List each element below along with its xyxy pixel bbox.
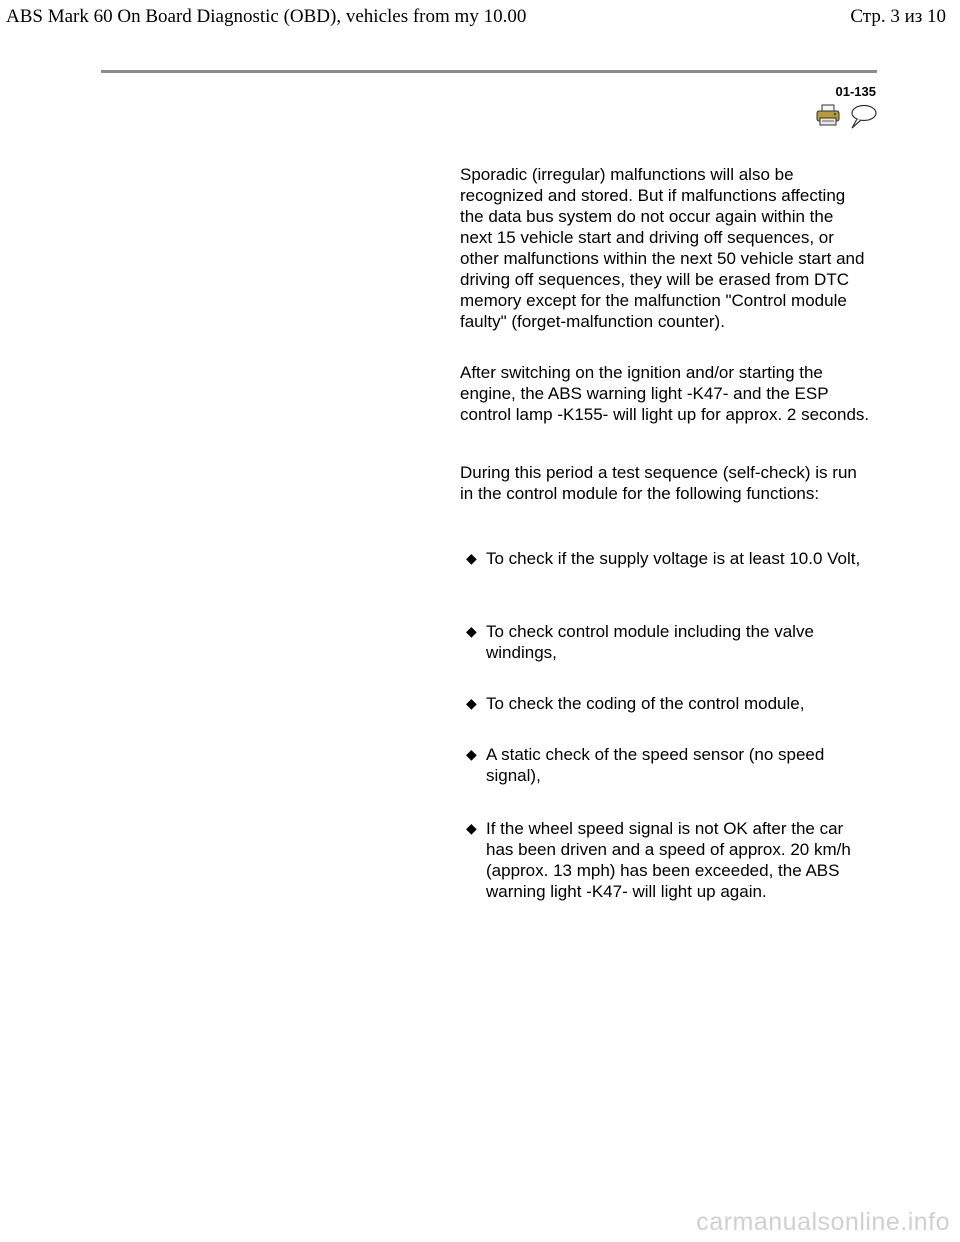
header-title: ABS Mark 60 On Board Diagnostic (OBD), vehicles from my 10.00 bbox=[6, 6, 527, 27]
speech-bubble-icon[interactable] bbox=[848, 104, 878, 135]
paragraph-ignition-warning: After switching on the ignition and/or starting the engine, the ABS warning light -K47- and the ESP control lamp -K155- will light up for approx. 2 seconds. bbox=[460, 363, 870, 424]
list-item bbox=[466, 621, 866, 663]
diamond-bullet-icon: ◆ bbox=[466, 550, 477, 566]
list-item-text: To check if the supply voltage is at least 10.0 Volt, bbox=[486, 549, 861, 568]
list-item bbox=[466, 818, 866, 902]
toolbar-icons bbox=[816, 104, 880, 130]
watermark: carmanualsonline.info bbox=[696, 1208, 950, 1236]
diamond-bullet-icon: ◆ bbox=[466, 695, 477, 711]
diamond-bullet-icon: ◆ bbox=[466, 746, 477, 762]
list-item-text: If the wheel speed signal is not OK after the car has been driven and a speed of approx. 20 km/h (approx. 13 mph) has been exceeded, the ABS warning light -K47- will light up again. bbox=[486, 819, 851, 901]
paragraph-self-check: During this period a test sequence (self-check) is run in the control module for the following functions: bbox=[460, 463, 857, 503]
page-code: 01-135 bbox=[835, 84, 876, 99]
header-divider bbox=[101, 70, 877, 73]
list-item-text: A static check of the speed sensor (no speed signal), bbox=[486, 745, 825, 785]
list-item bbox=[466, 744, 866, 786]
diamond-bullet-icon: ◆ bbox=[466, 820, 477, 836]
list-item bbox=[466, 548, 866, 569]
printer-icon[interactable] bbox=[816, 104, 840, 131]
page-indicator: Стр. 3 из 10 bbox=[850, 6, 946, 27]
diamond-bullet-icon: ◆ bbox=[466, 623, 477, 639]
list-item-text: To check the coding of the control module, bbox=[486, 694, 805, 713]
paragraph-sporadic-malfunctions: Sporadic (irregular) malfunctions will also be recognized and stored. But if malfunctions affecting the data bus system do not occur again within the next 15 vehicle start and driving off sequences, or other malfunctions within the next 50 vehicle start and driving off sequences, they will be erased from DTC memory except for the malfunction "Control module faulty" (forget-malfunction counter). bbox=[460, 165, 865, 331]
list-item-text: To check control module including the valve windings, bbox=[486, 622, 814, 662]
list-item bbox=[466, 693, 866, 714]
